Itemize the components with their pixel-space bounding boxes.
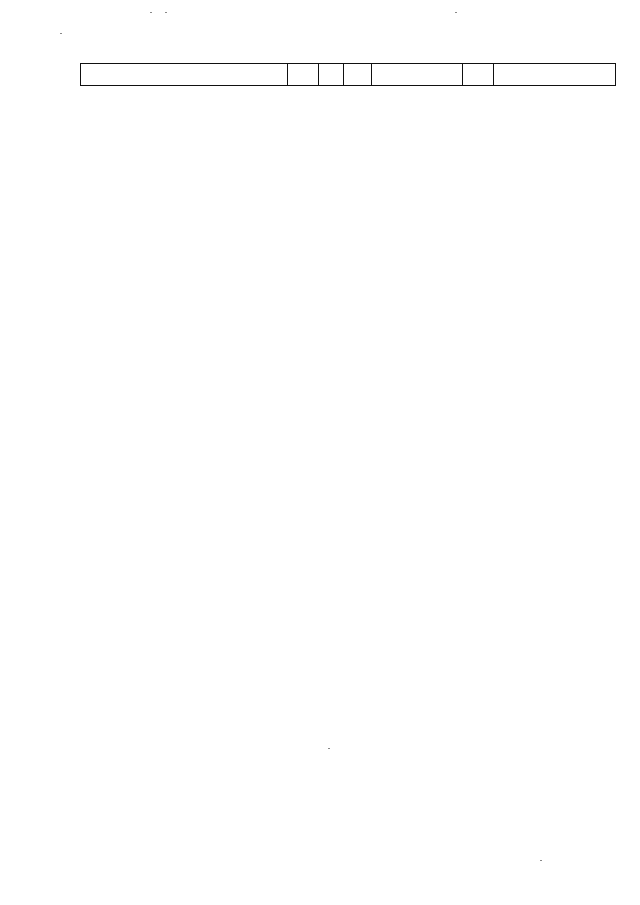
scan-speck	[455, 12, 457, 13]
header-col-6	[462, 64, 493, 85]
scan-speck	[165, 12, 167, 13]
header-col-5	[371, 64, 462, 85]
scan-speck	[150, 12, 152, 13]
scan-speck	[60, 33, 62, 34]
header-col-2	[287, 64, 318, 85]
scan-speck	[540, 860, 542, 861]
header-col-1	[80, 64, 287, 85]
header-col-3	[318, 64, 343, 85]
header-col-4	[343, 64, 371, 85]
scan-speck	[328, 748, 330, 749]
header-col-7	[493, 64, 616, 85]
table-header	[80, 63, 616, 86]
